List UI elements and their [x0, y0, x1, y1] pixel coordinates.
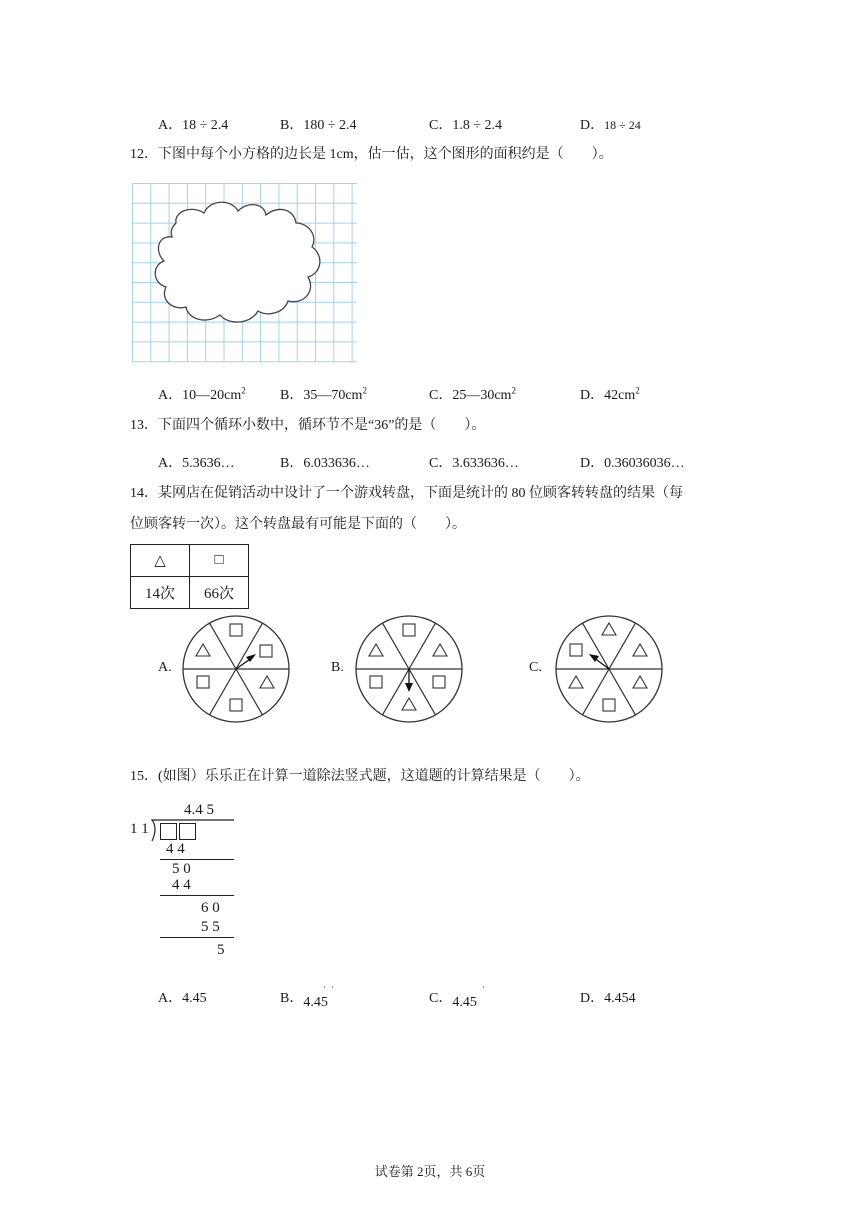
q15-option-a: A．4.45: [158, 991, 207, 1006]
division-line: [160, 859, 234, 860]
spinner-a-label: A.: [158, 660, 172, 675]
q13-option-b: B．6.033636…: [280, 456, 370, 471]
q15-question: 15．(如图）乐乐正在计算一道除法竖式题，这道题的计算结果是（ ）。: [130, 769, 590, 784]
q11-option-b: B．180 ÷ 2.4: [280, 118, 357, 133]
division-line: [160, 937, 234, 938]
header-triangle: △: [131, 545, 190, 577]
q12-option-d: D．$42cm^2$: [580, 385, 640, 403]
repeat-dot: ·: [323, 982, 326, 992]
q13-option-a: A．5.3636…: [158, 456, 235, 471]
spinner-b-label: B.: [331, 660, 344, 675]
q12-grid-svg: [132, 183, 358, 363]
q12-option-c: C．$25—30cm^2$: [429, 385, 516, 403]
row-4: 6 0: [201, 900, 220, 916]
row-3: 4 4: [172, 877, 191, 893]
q12-grid-figure: [132, 183, 358, 368]
remainder: 5: [217, 942, 225, 958]
q11-option-a: A．18 ÷ 2.4: [158, 118, 229, 133]
dividend-box-1: [160, 823, 177, 840]
row-5: 5 5: [201, 919, 220, 935]
q15-option-b: B．4.45 · ·: [280, 982, 334, 1010]
table-row: [131, 545, 249, 577]
count-triangle: 14次: [131, 577, 190, 609]
dividend-box-2: [179, 823, 196, 840]
q11-option-d: D．18 ÷ 24: [580, 118, 641, 133]
q12-option-b: B．$35—70cm^2$: [280, 385, 367, 403]
table-row: [131, 577, 249, 609]
spinner-c: [553, 613, 665, 725]
division-line: [160, 895, 234, 896]
q13-option-c: C．3.633636…: [429, 456, 519, 471]
repeat-dot: ·: [331, 982, 334, 992]
quotient: 4.4 5: [184, 802, 214, 818]
q13-option-d: D．0.36036036…: [580, 456, 685, 471]
q14-question-line1: 14．某网店在促销活动中设计了一个游戏转盘，下面是统计的 80 位顾客转转盘的结果（每: [130, 486, 683, 501]
q12-question: 12．下图中每个小方格的边长是 1cm，估一估，这个图形的面积约是（ ）。: [130, 147, 613, 162]
page-footer: 试卷第 2页，共 6页: [374, 1164, 486, 1179]
q14-result-table: [130, 544, 249, 609]
header-square: □: [190, 545, 249, 577]
divisor: 1 1: [130, 821, 149, 837]
spinner-b: [353, 613, 465, 725]
q12-option-a: A．$10—20cm^2$: [158, 385, 246, 403]
spinner-a: [180, 613, 292, 725]
q14-question-line2: 位顾客转一次）。这个转盘最有可能是下面的（ ）。: [130, 517, 466, 532]
spinner-c-label: C.: [529, 660, 542, 675]
q15-option-c: C．4.45 ·: [429, 982, 485, 1010]
repeat-dot: ·: [482, 982, 485, 992]
row-2: 5 0: [172, 861, 191, 877]
long-division-figure: [128, 800, 248, 965]
q15-option-d: D．4.454: [580, 991, 636, 1006]
cloud-shape: [155, 202, 320, 322]
q13-question: 13．下面四个循环小数中，循环节不是“36”的是（ ）。: [130, 418, 486, 433]
q11-option-c: C．1.8 ÷ 2.4: [429, 118, 503, 133]
row-1: 4 4: [166, 841, 185, 857]
count-square: 66次: [190, 577, 249, 609]
